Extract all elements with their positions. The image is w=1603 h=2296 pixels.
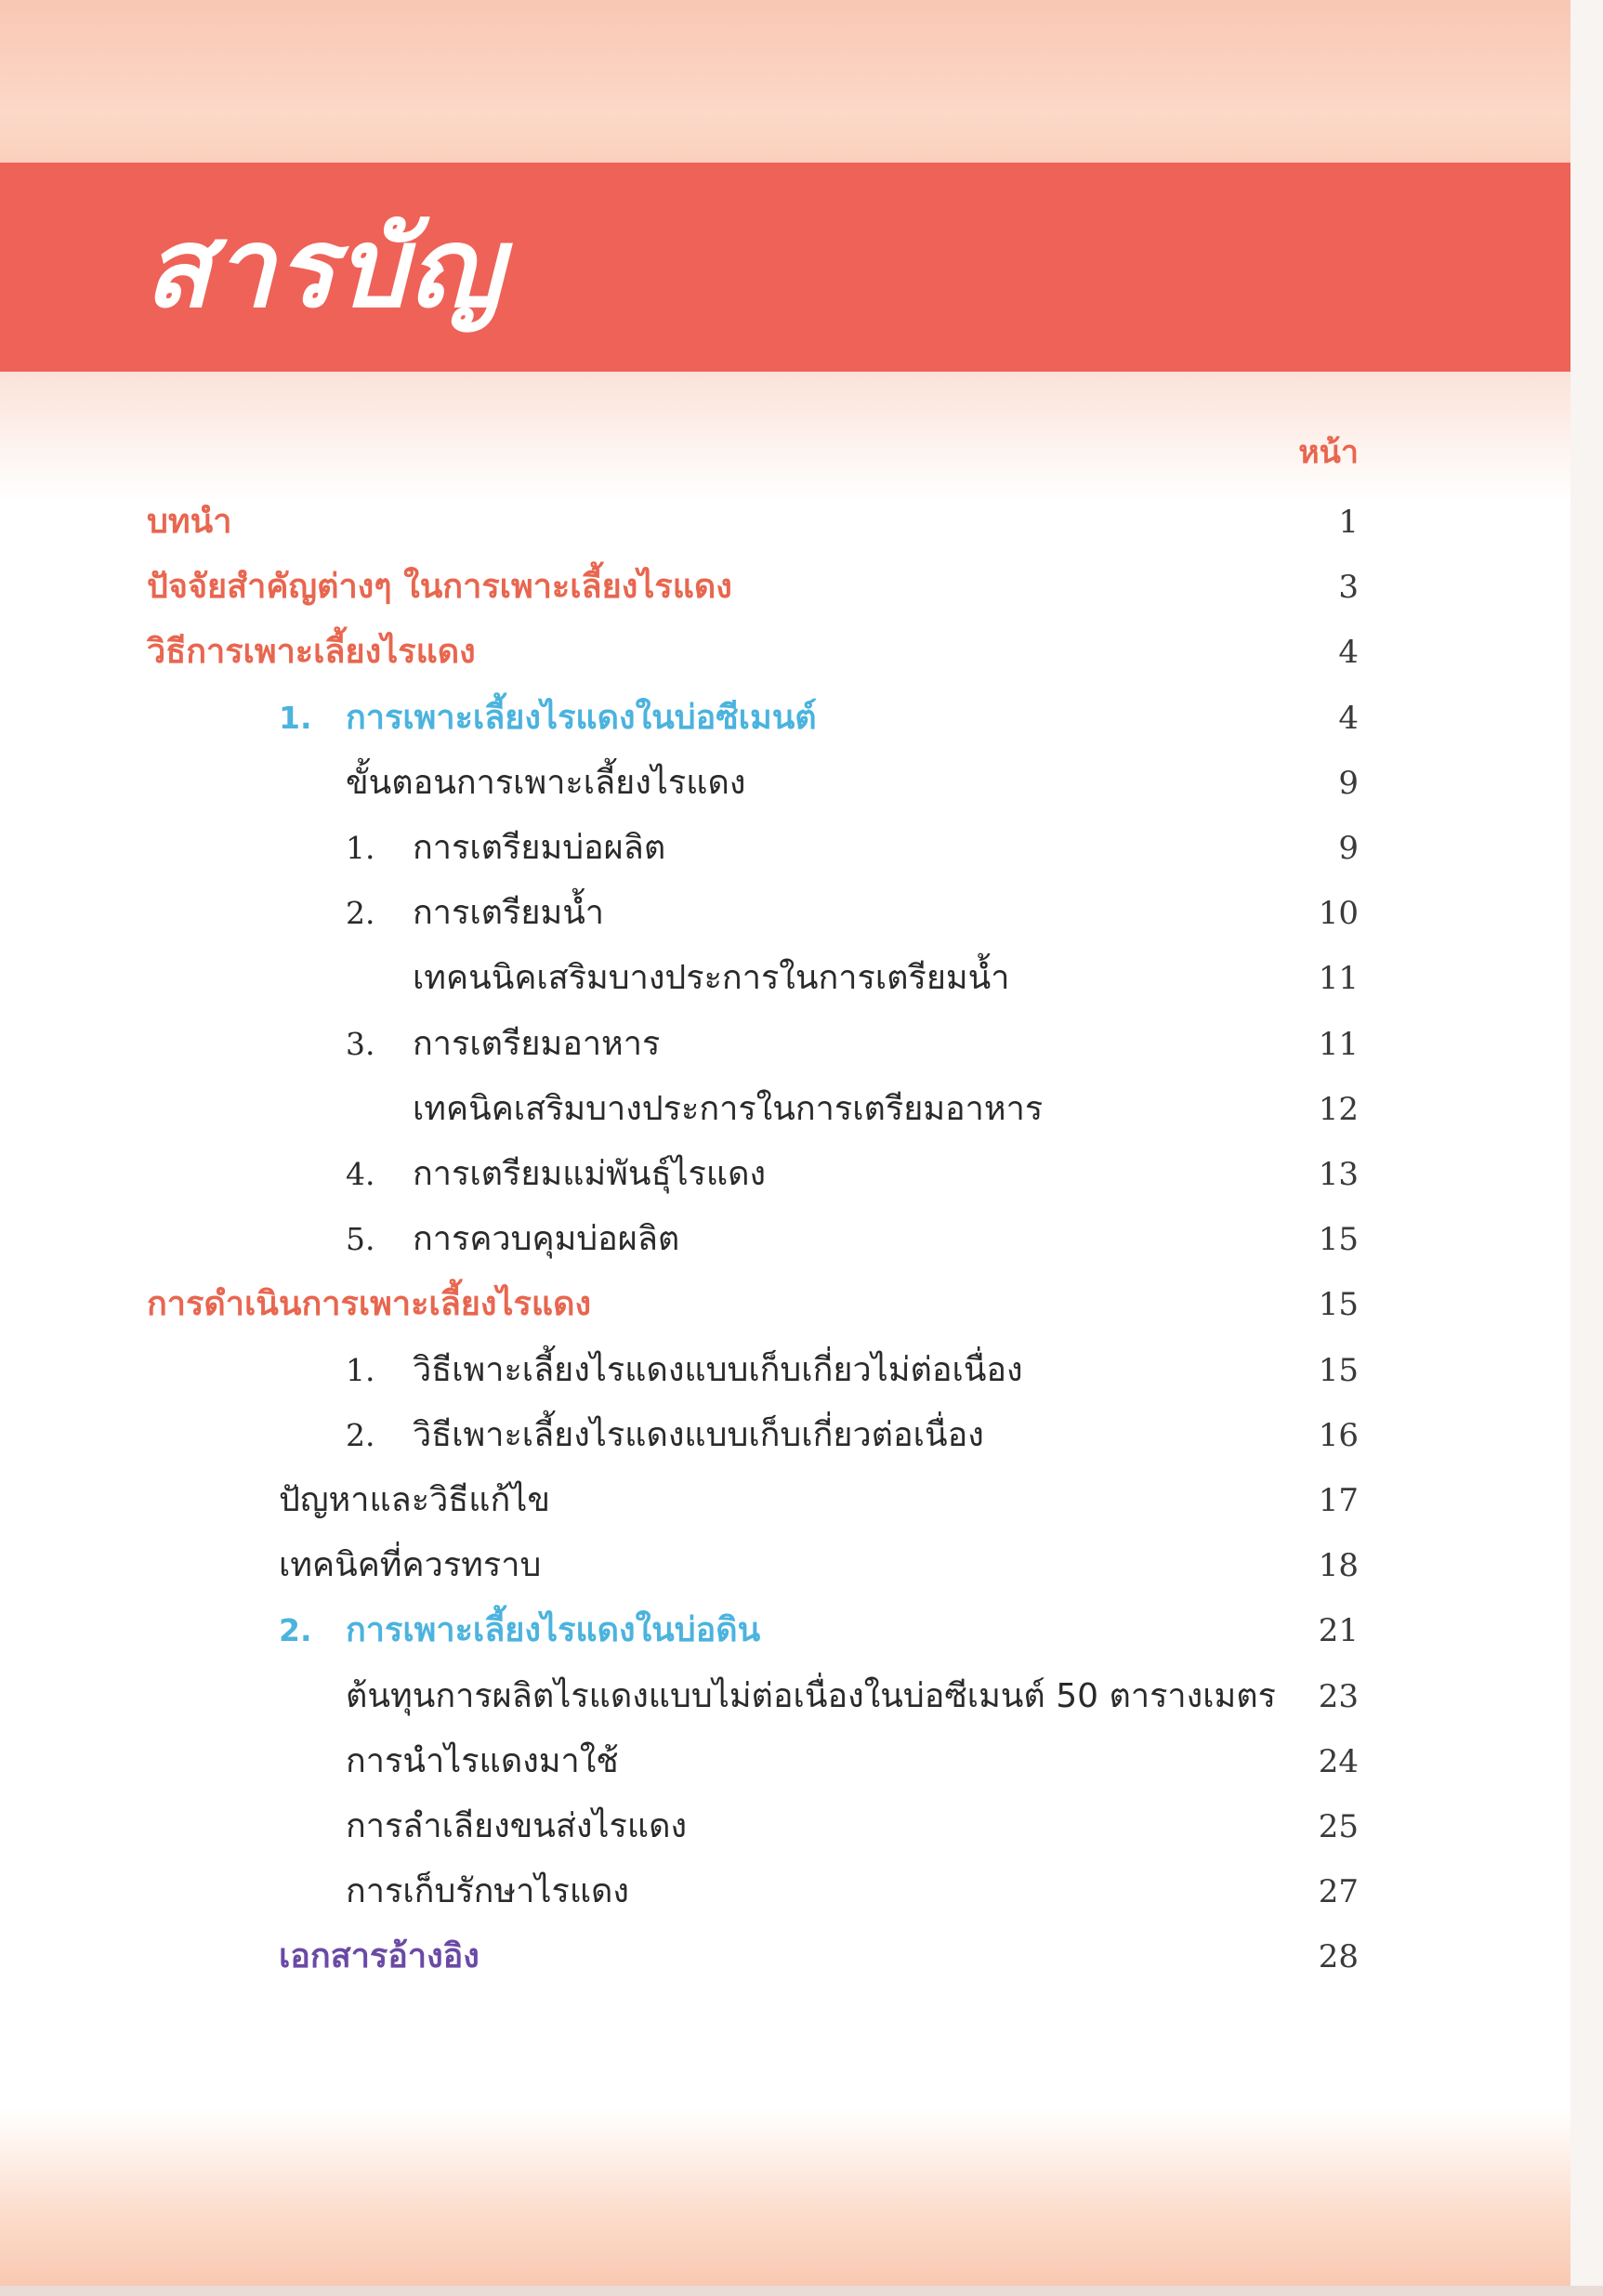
toc-entry-title: การเตรียมแม่พันธุ์ไรแดง: [413, 1155, 767, 1193]
toc-entry-number: 2.: [346, 895, 375, 932]
toc-entry-number: 3.: [346, 1025, 375, 1062]
toc-entry-page-number: 18: [1318, 1547, 1359, 1585]
toc-entry-number: 2.: [346, 1416, 375, 1453]
toc-entry-page-number: 10: [1318, 895, 1359, 933]
page-edge-bottom: [0, 2286, 1603, 2296]
toc-entry: [0, 1859, 1603, 1924]
toc-entry-title: การเตรียมน้ำ: [413, 894, 605, 933]
toc-entry-title: วิธีเพาะเลี้ยงไรแดงแบบเก็บเกี่ยวต่อเนื่อง: [413, 1415, 984, 1454]
toc-entry: [0, 1468, 1603, 1533]
toc-entry: [0, 881, 1603, 946]
toc-entry-title: ขั้นตอนการเพาะเลี้ยงไรแดง: [346, 763, 746, 802]
toc-entry-title: เทคนิคเสริมบางประการในการเตรียมอาหาร: [413, 1089, 1044, 1128]
toc-entry: [0, 751, 1603, 816]
toc-entry: [0, 1533, 1603, 1598]
toc-entry-page-number: 11: [1318, 1025, 1359, 1063]
toc-entry-page-number: 16: [1318, 1416, 1359, 1454]
toc-entry-title: วิธีเพาะเลี้ยงไรแดงแบบเก็บเกี่ยวไม่ต่อเนื่อง: [413, 1350, 1023, 1389]
toc-entry-title: การเตรียมอาหาร: [413, 1024, 661, 1063]
toc-entry-page-number: 27: [1318, 1873, 1359, 1911]
toc-entry-page-number: 4: [1338, 699, 1359, 737]
toc-entry-page-number: 28: [1318, 1938, 1359, 1976]
toc-entry: [0, 1924, 1603, 1989]
toc-entry-title: การเพาะเลี้ยงไรแดงในบ่อดิน: [346, 1611, 761, 1650]
toc-entry: [0, 686, 1603, 751]
toc-entry-title: การนำไรแดงมาใช้: [346, 1741, 619, 1780]
toc-entry-title: การเพาะเลี้ยงไรแดงในบ่อซีเมนต์: [346, 698, 817, 737]
toc-entry: [0, 1012, 1603, 1077]
toc-entry-title: การเตรียมบ่อผลิต: [413, 829, 666, 867]
toc-entry-page-number: 25: [1318, 1808, 1359, 1845]
toc-entry-number: 2.: [279, 1612, 312, 1649]
toc-entry: [0, 1794, 1603, 1859]
toc-entry-title: ปัจจัยสำคัญต่างๆ ในการเพาะเลี้ยงไรแดง: [147, 568, 732, 607]
toc-entry-title: เทคนิคที่ควรทราบ: [279, 1546, 542, 1585]
toc-entry: [0, 1142, 1603, 1207]
toc-entry: [0, 1338, 1603, 1403]
toc-entry-number: 5.: [346, 1221, 375, 1258]
toc-entry-title: บทนำ: [147, 503, 232, 541]
toc-entry-page-number: 17: [1318, 1482, 1359, 1519]
toc-entry-title: ปัญหาและวิธีแก้ไข: [279, 1481, 550, 1519]
toc-entry-page-number: 11: [1318, 960, 1359, 998]
toc-entry: [0, 1207, 1603, 1272]
page-column-header: หน้า: [1298, 434, 1359, 471]
toc-entry-title: การเก็บรักษาไรแดง: [346, 1872, 629, 1911]
toc-entry-number: 1.: [346, 1351, 375, 1388]
toc-entry: [0, 1403, 1603, 1468]
footer-background: [0, 2109, 1570, 2286]
toc-entry-page-number: 13: [1318, 1156, 1359, 1193]
page-title: สารบัญ: [144, 203, 505, 332]
toc-entry: [0, 1077, 1603, 1142]
toc-entry-page-number: 21: [1318, 1612, 1359, 1650]
toc-entry-page-number: 24: [1318, 1742, 1359, 1780]
toc-entry-page-number: 15: [1318, 1286, 1359, 1324]
toc-entry: [0, 620, 1603, 685]
toc-entry-page-number: 3: [1338, 569, 1359, 607]
toc-entry: [0, 490, 1603, 555]
toc-entry-title: ต้นทุนการผลิตไรแดงแบบไม่ต่อเนื่องในบ่อซีเมนต์ 50 ตารางเมตร: [346, 1676, 1276, 1715]
toc-entry: [0, 1598, 1603, 1663]
toc-entry-title: วิธีการเพาะเลี้ยงไรแดง: [147, 633, 476, 672]
toc-entry: [0, 816, 1603, 881]
toc-entry-page-number: 9: [1338, 764, 1359, 802]
toc-entry-title: การดำเนินการเพาะเลี้ยงไรแดง: [147, 1285, 592, 1324]
header-background: [0, 0, 1570, 163]
toc-entry-page-number: 15: [1318, 1351, 1359, 1389]
toc-entry-title: การลำเลียงขนส่งไรแดง: [346, 1807, 688, 1845]
toc-entry: [0, 946, 1603, 1011]
toc-entry: [0, 1664, 1603, 1729]
toc-entry-page-number: 4: [1338, 634, 1359, 672]
toc-entry-number: 4.: [346, 1156, 375, 1192]
toc-entry: [0, 1272, 1603, 1337]
toc-entry-page-number: 15: [1318, 1221, 1359, 1259]
toc-entry-page-number: 23: [1318, 1677, 1359, 1715]
toc-entry-page-number: 12: [1318, 1090, 1359, 1128]
toc-entry-number: 1.: [279, 699, 312, 736]
toc-entry-title: เอกสารอ้างอิง: [279, 1937, 480, 1976]
toc-entry-title: เทคนนิคเสริมบางประการในการเตรียมน้ำ: [413, 959, 1010, 998]
toc-entry-title: การควบคุมบ่อผลิต: [413, 1220, 680, 1259]
toc-entry: [0, 555, 1603, 620]
toc-entry-page-number: 9: [1338, 830, 1359, 867]
toc-entry-number: 1.: [346, 830, 375, 866]
toc-entry: [0, 1729, 1603, 1794]
toc-entry-page-number: 1: [1338, 504, 1359, 541]
